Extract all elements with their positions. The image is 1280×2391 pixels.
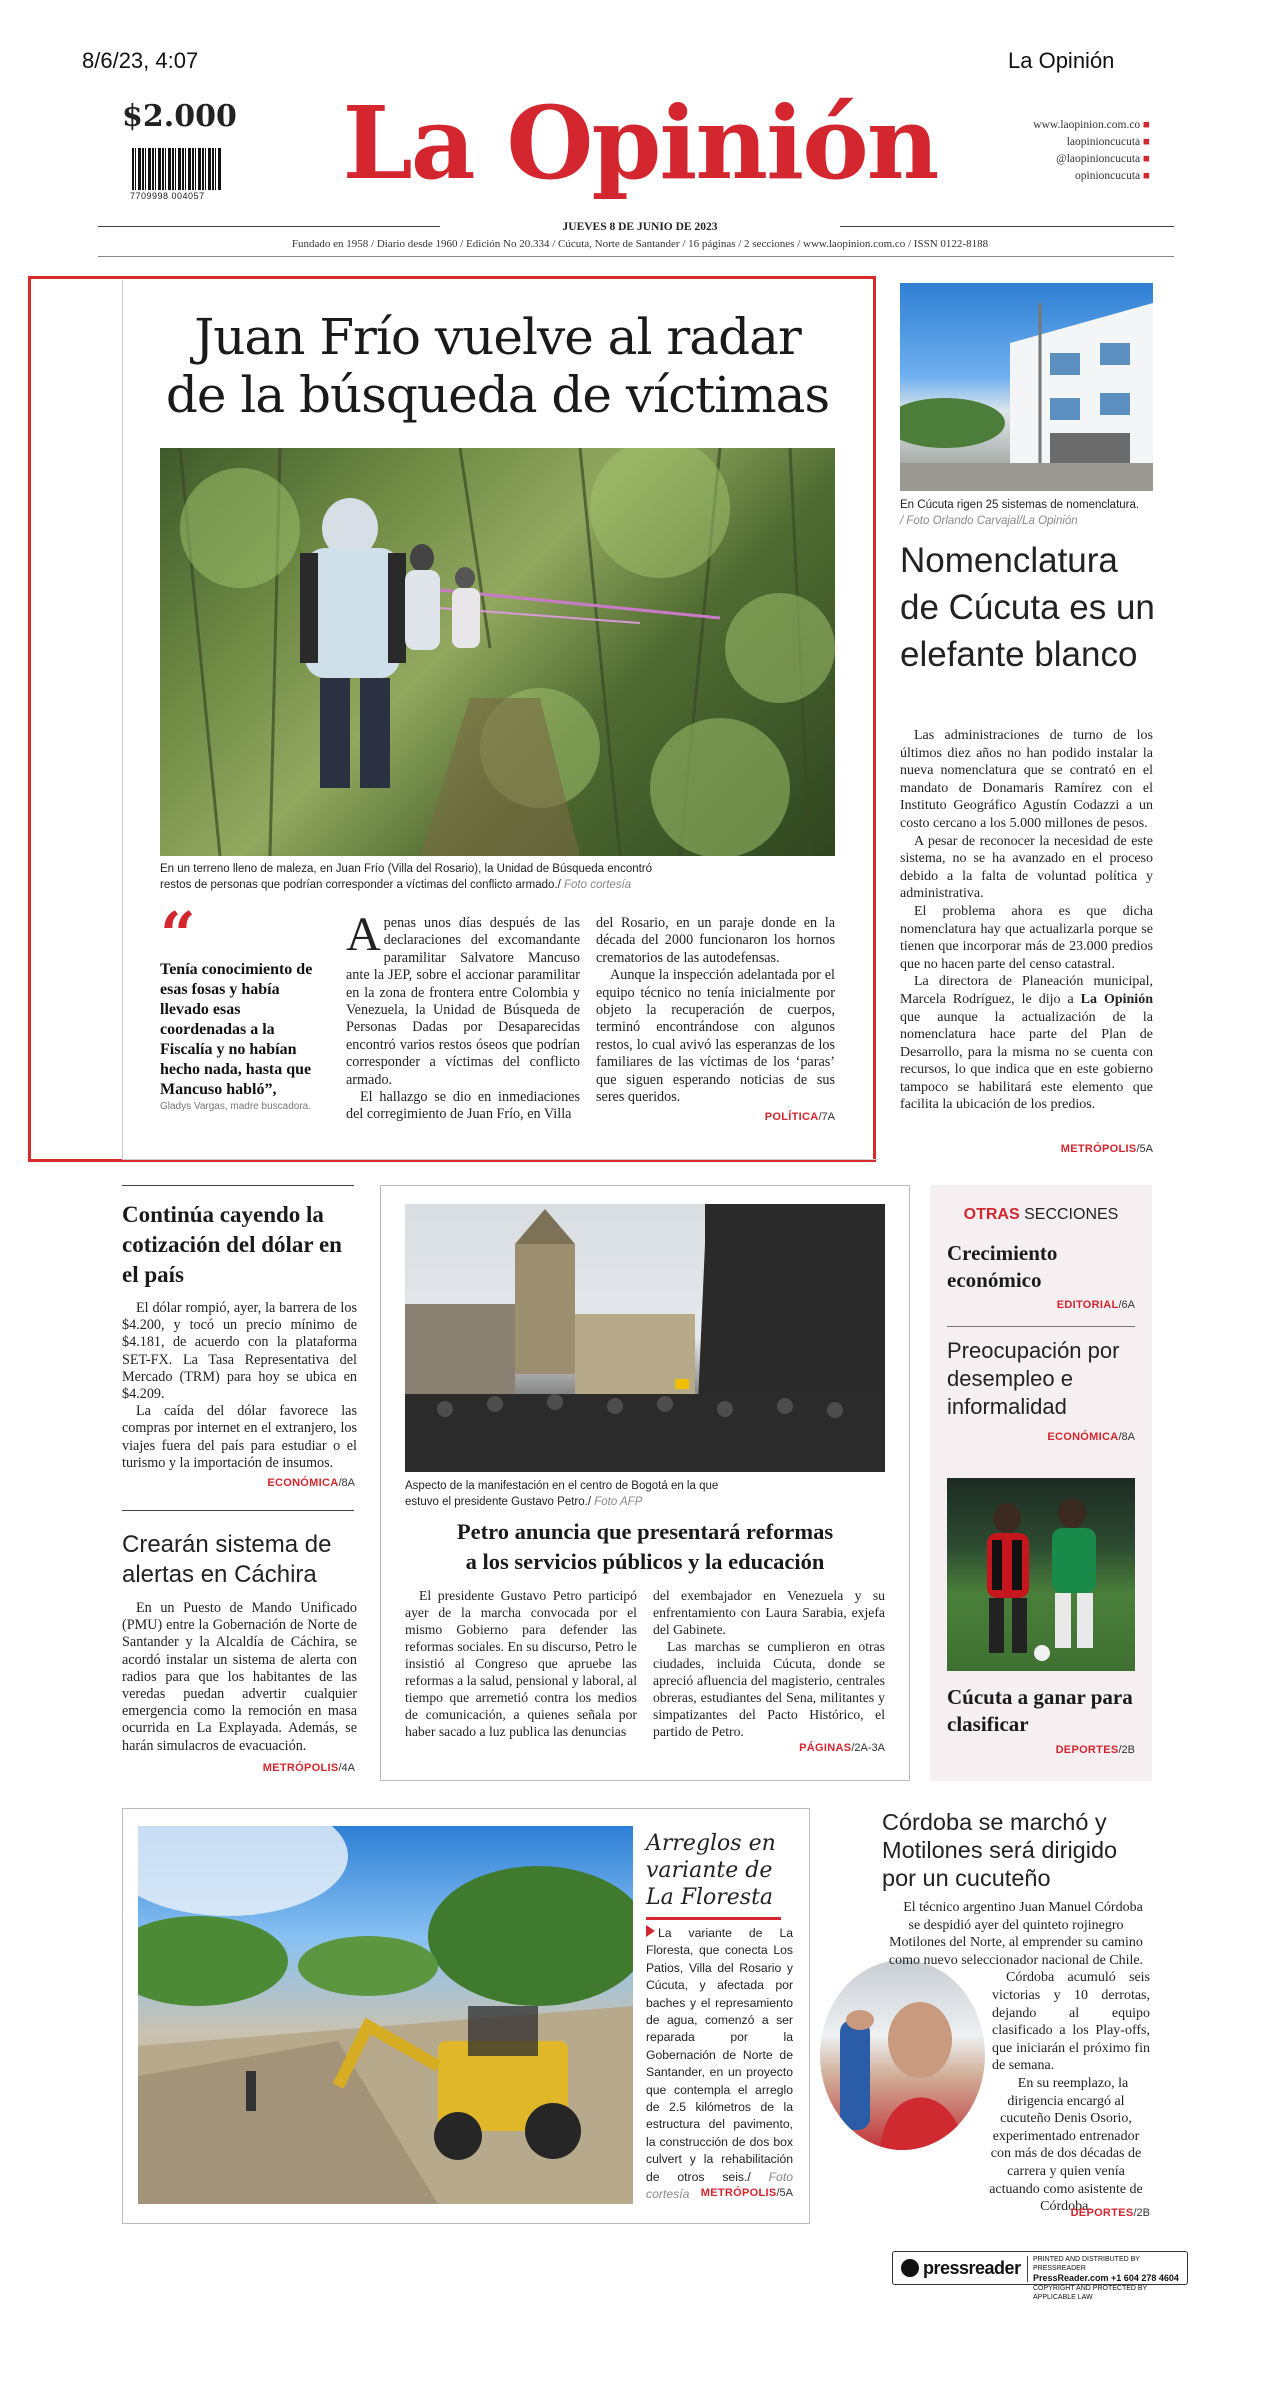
lead-caption-text: En un terreno lleno de maleza, en Juan Frío (Villa del Rosario), la Unidad de Búsqueda encontró restos de personas que podrían corresponder a víctimas del conflicto armado./ [160, 863, 653, 891]
social-twitter[interactable]: @laopinioncucuta [1056, 153, 1141, 165]
lead-quote-author: Gladys Vargas, madre buscadora. [160, 1101, 312, 1112]
pressreader-badge[interactable] [892, 2251, 1188, 2301]
otras-title [930, 1206, 1152, 1224]
masthead-title: La Opinión [342, 84, 938, 202]
social-links: www.laopinion.com.co ■ laopinioncucuta ■ @laopinioncucuta ■ opinioncucuta ■ [1033, 119, 1150, 182]
nomenclatura-headline[interactable]: Nomenclatura de Cúcuta es un elefante blanco [900, 541, 1155, 674]
social-instagram[interactable]: opinioncucuta [1075, 170, 1141, 182]
nomenclatura-p2: A pesar de reconocer la necesidad de este sistema, no se ha avanzado en el proceso debido a la falta de voluntad política y administrativa. [900, 833, 1153, 902]
dolar-p1: El dólar rompió, ayer, la barrera de los $4.200, y tocó un precio mínimo de $4.181, de acuerdo con la plataforma SET-FX. La Tasa Representativa del Mercado (TRM) para hoy se ubica en $4.209. [122, 1300, 357, 1403]
alertas-page-ref[interactable]: METRÓPOLIS/4A [262, 1762, 355, 1774]
nomenclatura-p3: El problema ahora es que dicha nomenclatura hay que actualizarla porque se tienen que incorporar más de 23.000 predios que no hacen parte del censo catastral. [900, 903, 1153, 972]
petro-col1: El presidente Gustavo Petro participó ayer de la marcha convocada por el mismo Gobierno para defender las reformas sociales. En su discurso, Petro le insistió al Congreso que apruebe las reformas a la salud, pensional y laboral, al tiempo que arremetió contra los medios de comunicación, a quienes señala por haber sacado a luz publica las denuncias [405, 1588, 637, 1739]
lead-col2-second: Aunque la inspección adelantada por el equipo técnico no tenía inicialmente por objeto la recuperación de cuerpos, terminó encontrándose con algunos restos, lo cual avivó las esperanzas de los familiares de las víctimas de los ‘paras’ que siguen esperando noticias de sus seres queridos. [596, 967, 835, 1106]
lead-pull-quote: Tenía conocimiento de esas fosas y había llevado esas coordenadas a la Fiscalía y no habían hecho nada, hasta que Mancuso habló”, [160, 961, 313, 1098]
dolar-p2: La caída del dólar favorece las compras por internet en el extranjero, los viajes fuera del país para estudiar o el turismo y la importación de insumos. [122, 1403, 357, 1471]
petro-col2-second: Las marchas se cumplieron en otras ciudades, incluida Cúcuta, donde se apreció afluencia del magisterio, centrales obreras, estudiantes del Sena, militantes y simpatizantes del Pacto Histórico, el partido de Petro. [653, 1639, 885, 1739]
otras-rule-1 [947, 1326, 1135, 1327]
dolar-page-ref[interactable]: ECONÓMICA/8A [267, 1477, 355, 1489]
lead-col1-first: penas unos días después de las declaraciones del excomandante paramilitar Salvatore Mancuso ante la JEP, sobre el accionar paramilitar en la zona de frontera entre Colombia y Venezuela, la Unidad de Búsqueda de Personas Dadas por Desaparecidas encontró varios restos óseos que podrían corresponder a víctimas del conflicto armado. [346, 915, 580, 1088]
floresta-text [646, 1925, 793, 2204]
print-source: La Opinión [1008, 48, 1115, 73]
pressreader-line2: PressReader.com +1 604 278 4604 [1033, 2273, 1179, 2283]
lead-column-2 [596, 915, 835, 1106]
floresta-photo-art [138, 1826, 633, 2204]
floresta-credit: Foto cortesía [646, 2169, 793, 2202]
price: $2.000 [122, 99, 237, 134]
nomenclatura-page-ref[interactable]: METRÓPOLIS/5A [1060, 1143, 1153, 1155]
otras-item-3-ref[interactable]: DEPORTES/2B [1055, 1744, 1135, 1756]
petro-headline[interactable] [395, 1517, 895, 1577]
cordoba-p3: En su reemplazo, la dirigencia encargó al cucuteño Denis Osorio, experimentado entrenador con más de dos décadas de carrera y quien venía actuando como asistente de Córdoba. [989, 2075, 1143, 2215]
pressreader-divider [1027, 2256, 1028, 2282]
dolar-body [122, 1300, 357, 1472]
dolar-top-rule [122, 1185, 354, 1186]
quote-mark: “ [160, 898, 196, 971]
otras-title-red: OTRAS [963, 1206, 1020, 1223]
petro-column-1 [405, 1587, 637, 1740]
floresta-photo[interactable] [138, 1826, 633, 2204]
lead-drop-cap: A [346, 908, 381, 961]
petro-headline-line2: a los servicios públicos y la educación [465, 1549, 825, 1574]
deportes-photo-art [947, 1478, 1135, 1671]
pressreader-logo-icon [901, 2259, 919, 2277]
petro-caption [405, 1478, 735, 1510]
lead-ref-page: /7A [818, 1111, 835, 1123]
otras-item-3[interactable]: Cúcuta a ganar para clasificar [947, 1685, 1133, 1736]
nomenclatura-photo-art [900, 283, 1153, 491]
dolar-headline[interactable]: Continúa cayendo la cotización del dólar en el país [122, 1202, 342, 1287]
deportes-photo[interactable] [947, 1478, 1135, 1671]
petro-photo[interactable] [405, 1204, 885, 1472]
social-facebook[interactable]: laopinioncucuta [1066, 136, 1141, 148]
social-web[interactable]: www.laopinion.com.co [1033, 119, 1141, 131]
nomenclatura-caption-text: En Cúcuta rigen 25 sistemas de nomenclatura. [900, 499, 1140, 511]
petro-photo-art [405, 1204, 885, 1472]
otras-item-2[interactable]: Preocupación por desempleo e informalidad [947, 1338, 1120, 1419]
alertas-p1: En un Puesto de Mando Unificado (PMU) entre la Gobernación de Norte de Santander y la Alcaldía de Cáchira, se acordó instalar un sistema de alerta con radios para que los habitantes de las veredas puedan advertir cualquier emergencia como la remoción en masa ocurrida en La Explayada. Además, se harán simulacros de evacuación. [122, 1600, 357, 1754]
lead-headline-line1: Juan Frío vuelve al radar [194, 308, 801, 366]
otras-item-2-ref[interactable]: ECONÓMICA/8A [1047, 1431, 1135, 1443]
lead-page-ref[interactable] [700, 1111, 835, 1123]
petro-headline-line1: Petro anuncia que presentará reformas [456, 1519, 834, 1544]
alertas-top-rule [122, 1510, 354, 1511]
otras-title-rest: SECCIONES [1019, 1206, 1119, 1223]
lead-column-1 [346, 908, 580, 1124]
otras-item-1[interactable]: Crecimiento económico [947, 1241, 1058, 1292]
nomenclatura-p4: La directora de Planeación municipal, Marcela Rodríguez, le dijo a La Opinión que aunque la actualización de la nomenclatura hace parte del Plan de Desarrollo, para la misma no se cuenta con recursos, lo que indica que en este gobierno tampoco se habilitará este elemento que facilita la ubicación de los predios. [900, 974, 1153, 1113]
nomenclatura-p1: Las administraciones de turno de los últimos diez años no han podido instalar la nueva nomenclatura que se contrató en el mandato de Donamaris Ramírez con el Instituto Geográfico Agustín Codazzi a un costo cercano a los 5.000 millones de pesos. [900, 728, 1153, 831]
nomenclatura-caption-credit: / Foto Orlando Carvajal/La Opinión [900, 515, 1078, 527]
pressreader-line3: COPYRIGHT AND PROTECTED BY APPLICABLE LAW [1033, 2285, 1148, 2301]
pressreader-brand: pressreader [923, 2258, 1021, 2278]
petro-page-ref[interactable]: PÁGINAS/2A-3A [799, 1742, 885, 1754]
print-datetime: 8/6/23, 4:07 [82, 48, 199, 73]
nomenclatura-caption [900, 497, 1160, 529]
floresta-headline-rule [646, 1917, 781, 1920]
cordoba-body [882, 1899, 1150, 2216]
cordoba-headline[interactable]: Córdoba se marchó y Motilones será dirigido por un cucuteño [882, 1809, 1118, 1891]
lead-col1-second: El hallazgo se dio en inmediaciones del corregimiento de Juan Frío, en Villa [346, 1089, 580, 1123]
lead-caption [160, 861, 680, 893]
barcode-number: 7709998 004057 [130, 191, 205, 201]
masthead-info: Fundado en 1958 / Diario desde 1960 / Edición No 20.334 / Cúcuta, Norte de Santander / 16 páginas / 2 secciones / www.laopinion.com.co / ISSN 0122-8188 [291, 238, 989, 250]
lead-photo-art [160, 448, 835, 856]
barcode [132, 148, 222, 190]
petro-column-2 [653, 1587, 885, 1740]
pressreader-info [1033, 2255, 1185, 2302]
alertas-body [122, 1600, 357, 1755]
petro-caption-credit: Foto AFP [594, 1496, 643, 1508]
alertas-headline[interactable]: Crearán sistema de alertas en Cáchira [122, 1531, 332, 1588]
masthead-date: JUEVES 8 DE JUNIO DE 2023 [440, 220, 840, 234]
lead-caption-credit: Foto cortesía [564, 879, 632, 891]
lead-headline[interactable] [130, 308, 865, 424]
nomenclatura-body [900, 727, 1153, 1114]
otras-item-1-ref[interactable]: EDITORIAL/6A [1056, 1299, 1135, 1311]
lead-ref-section: POLÍTICA [764, 1111, 819, 1123]
lead-headline-line2: de la búsqueda de víctimas [165, 366, 830, 424]
nomenclatura-photo[interactable] [900, 283, 1153, 491]
petro-col2-first: del exembajador en Venezuela y su enfrentamiento con Laura Sarabia, exjefa del Gabinete. [653, 1588, 885, 1637]
pressreader-line1: PRINTED AND DISTRIBUTED BY PRESSREADER [1033, 2256, 1140, 2272]
lead-photo[interactable] [160, 448, 835, 856]
floresta-headline[interactable]: Arreglos en variante de La Floresta [646, 1831, 776, 1910]
floresta-page-ref[interactable]: METRÓPOLIS/5A [700, 2187, 793, 2199]
cordoba-page-ref[interactable]: DEPORTES/2B [1070, 2207, 1150, 2219]
cordoba-p1: El técnico argentino Juan Manuel Córdoba se despidió ayer del quinteto rojinegro Motilones del Norte, al emprender su camino como nuevo seleccionador nacional de Chile. [888, 1900, 1144, 1968]
petro-caption-text: Aspecto de la manifestación en el centro de Bogotá en la que estuvo el presidente Gustavo Petro./ [405, 1480, 719, 1508]
masthead-rule-bottom [98, 256, 1174, 257]
cordoba-p2: Córdoba acumuló seis victorias y 10 derrotas, dejando al equipo clasificado a los Play-offs, que iniciarán el próximo fin de semana. [992, 1970, 1150, 2074]
floresta-text-body: La variante de La Floresta, que conecta Los Patios, Villa del Rosario y Cúcuta, y afectada por baches y el represamiento de agua, comenzó a ser reparada por la Gobernación de Norte de Santander, en un proyecto que contempla el arreglo de 2.5 kilómetros de la estructura del pavimento, la construcción de dos box culvert y la rehabilitación de otros seis./ [646, 1926, 793, 2184]
lead-col2-first: del Rosario, en un paraje donde en la década del 2000 funcionaron los hornos crematorios de las autodefensas. [596, 915, 835, 966]
